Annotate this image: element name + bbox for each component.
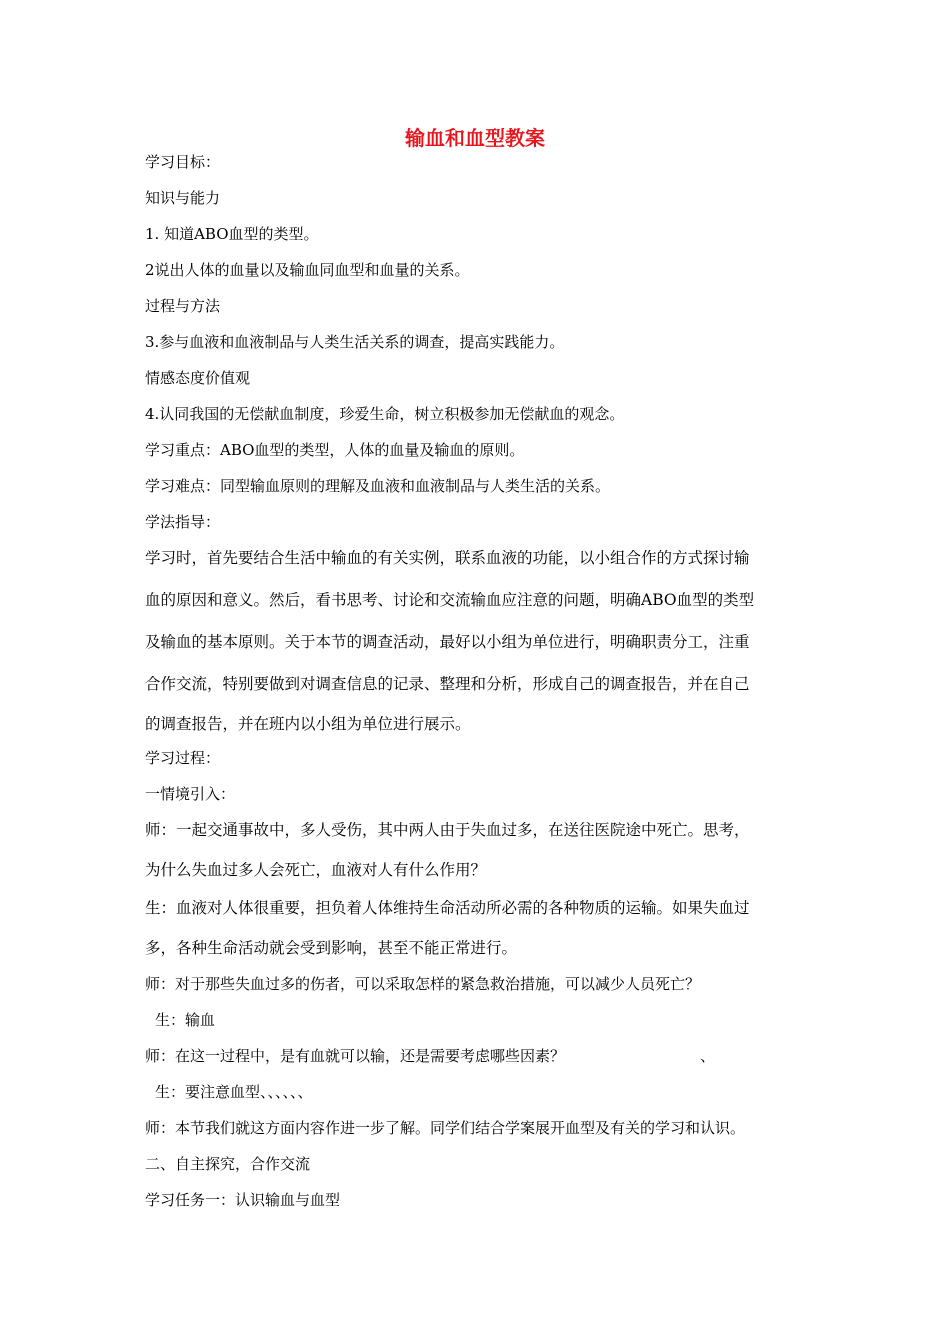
page-title: 输血和血型教案 bbox=[405, 126, 545, 150]
text-line: 生：输血 bbox=[155, 1011, 216, 1029]
text-line: 师：本节我们就这方面内容作进一步了解。同学们结合学案展开血型及有关的学习和认识。 bbox=[145, 1119, 746, 1137]
text-line: 学习难点：同型输血原则的理解及血液和血液制品与人类生活的关系。 bbox=[145, 477, 611, 495]
text-line: 4.认同我国的无偿献血制度，珍爱生命，树立积极参加无偿献血的观念。 bbox=[145, 405, 625, 423]
paragraph-line: 为什么失血过多人会死亡，血液对人有什么作用？ bbox=[145, 861, 487, 879]
text-line: 3.参与血液和血液制品与人类生活关系的调查，提高实践能力。 bbox=[145, 333, 565, 351]
paragraph-line: 生：血液对人体很重要，担负着人体维持生命活动所必需的各种物质的运输。如果失血过 bbox=[145, 899, 750, 917]
paragraph-line: 的调查报告，并在班内以小组为单位进行展示。 bbox=[145, 715, 471, 733]
paragraph-line: 合作交流，特别要做到对调查信息的记录、整理和分析，形成自己的调查报告，并在自己 bbox=[145, 675, 750, 693]
text-line: 1. 知道ABO血型的类型。 bbox=[145, 225, 319, 243]
text-line: 学法指导： bbox=[145, 513, 221, 531]
text-line: 学习目标： bbox=[145, 153, 221, 171]
text-line: 过程与方法 bbox=[145, 297, 221, 315]
text-line: 知识与能力 bbox=[145, 189, 221, 207]
stray-punctuation: 、 bbox=[700, 1047, 716, 1065]
paragraph-line: 学习时，首先要结合生活中输血的有关实例，联系血液的功能，以小组合作的方式探讨输 bbox=[145, 549, 750, 567]
text-line: 师：对于那些失血过多的伤者，可以采取怎样的紧急救治措施，可以减少人员死亡？ bbox=[145, 975, 701, 993]
text-line: 2说出人体的血量以及输血同血型和血量的关系。 bbox=[145, 261, 470, 279]
text-line: 学习任务一：认识输血与血型 bbox=[145, 1191, 341, 1209]
text-line: 学习过程： bbox=[145, 749, 221, 767]
paragraph-line: 多，各种生命活动就会受到影响，甚至不能正常进行。 bbox=[145, 939, 518, 957]
text-line: 二、自主探究，合作交流 bbox=[145, 1155, 311, 1173]
text-line: 一情境引入： bbox=[145, 785, 236, 803]
text-line: 生：要注意血型、、、、、、 bbox=[155, 1083, 313, 1101]
text-line: 师：在这一过程中，是有血就可以输，还是需要考虑哪些因素？ bbox=[145, 1047, 566, 1065]
text-line: 情感态度价值观 bbox=[145, 369, 251, 387]
text-line: 学习重点：ABO血型的类型，人体的血量及输血的原则。 bbox=[145, 441, 525, 459]
paragraph-line: 血的原因和意义。然后，看书思考、讨论和交流输血应注意的问题，明确ABO血型的类型 bbox=[145, 591, 755, 609]
paragraph-line: 师：一起交通事故中，多人受伤，其中两人由于失血过多，在送往医院途中死亡。思考， bbox=[145, 821, 750, 839]
paragraph-line: 及输血的基本原则。关于本节的调查活动，最好以小组为单位进行，明确职责分工，注重 bbox=[145, 633, 750, 651]
